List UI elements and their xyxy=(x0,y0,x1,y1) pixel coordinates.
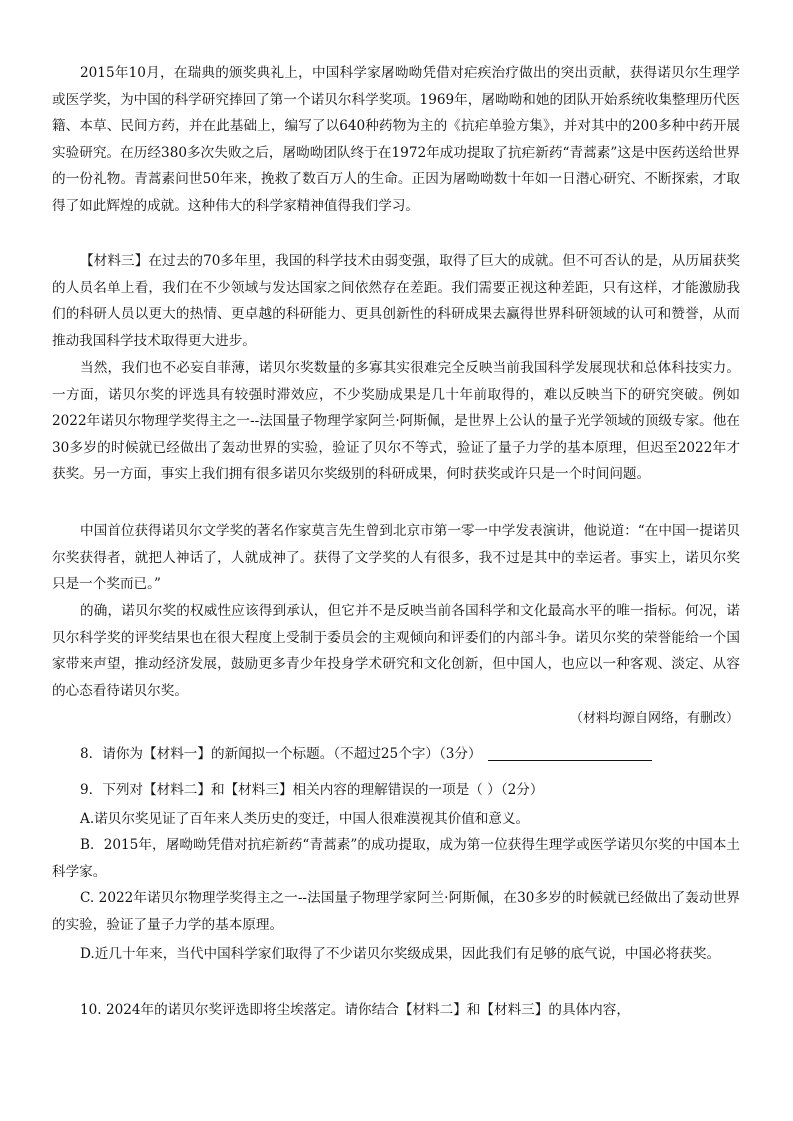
question-10: 10. 2024年的诺贝尔奖评选即将尘埃落定。请你结合【材料二】和【材料三】的具体内容， xyxy=(80,1002,630,1018)
passage-paragraph-5: 的确，诺贝尔奖的权威性应该得到承认，但它并不是反映当前各国科学和文化最高水平的唯一指标。何况，诺贝尔科学奖的评奖结果也在很大程度上受制于委员会的主观倾向和评委们的内部斗争。诺贝尔奖的荣誉能给一个国家带来声望，推动经济发展，鼓励更多青少年投身学术研究和文化创新，但中国人，也应以一种客观、淡定、从容的心态看待诺贝尔奖。 xyxy=(52,603,740,699)
question-9-option-c: C. 2022年诺贝尔物理学奖得主之一--法国量子物理学家阿兰·阿斯佩，在30多岁的时候就已经做出了轰动世界的实验，验证了量子力学的基本原理。 xyxy=(52,890,740,933)
question-9-option-b: B．2015年，屠呦呦凭借对抗疟新药“青蒿素”的成功提取，成为第一位获得生理学或医学诺贝尔奖的中国本土科学家。 xyxy=(52,837,740,880)
answer-blank-line[interactable] xyxy=(488,744,652,761)
passage-paragraph-2: 【材料三】在过去的70多年里，我国的科学技术由弱变强，取得了巨大的成就。但不可否认的是，从历届获奖的人员名单上看，我们在不少领域与发达国家之间依然存在差距。我们需要正视这种差距，只有这样，才能激励我们的科研人员以更大的热情、更卓越的科研能力、更具创新性的科研成果去赢得世界科研领域的认可和赞誉，从而推动我国科学技术取得更大进步。 xyxy=(52,253,740,349)
passage-paragraph-3: 当然，我们也不必妄自菲薄，诺贝尔奖数量的多寡其实很难完全反映当前我国科学发展现状和总体科技实力。一方面，诺贝尔奖的评选具有较强时滞效应，不少奖励成果是几十年前取得的，难以反映当下的研究突破。例如2022年诺贝尔物理学奖得主之一--法国量子物理学家阿兰·阿斯佩，是世界上公认的量子光学领域的顶级专家。他在30多岁的时候就已经做出了轰动世界的实验，验证了贝尔不等式，验证了量子力学的基本原理，但迟至2022年才获奖。另一方面，事实上我们拥有很多诺贝尔奖级别的科研成果，何时获奖或许只是一个时间问题。 xyxy=(52,360,740,482)
question-8 xyxy=(52,741,742,768)
source-note: （材料均源自网络，有删改） xyxy=(569,711,739,726)
passage-paragraph-1: 2015年10月，在瑞典的颁奖典礼上，中国科学家屠呦呦凭借对疟疾治疗做出的突出贡献，获得诺贝尔生理学或医学奖，为中国的科学研究捧回了第一个诺贝尔科学奖项。1969年，屠呦呦和她的团队开始系统收集整理历代医籍、本草、民间方药，并在此基础上，编写了以640种药物为主的《抗疟单验方集》，并对其中的200多种中药开展实验研究。在历经380多次失败之后，屠呦呦团队终于在1972年成功提取了抗疟新药“青蒿素”这是中医药送给世界的一份礼物。青蒿素问世50年来，挽救了数百万人的生命。正因为屠呦呦数十年如一日潜心研究、不断探索，才取得了如此辉煌的成就。这种伟大的科学家精神值得我们学习。 xyxy=(52,65,740,214)
passage-paragraph-4: 中国首位获得诺贝尔文学奖的著名作家莫言先生曾到北京市第一零一中学发表演讲，他说道：“在中国一提诺贝尔奖获得者，就把人神话了，人就成神了。获得了文学奖的人有很多，我不过是其中的幸运者。事实上，诺贝尔奖只是一个奖而已。” xyxy=(52,523,740,592)
question-9: 9．下列对【材料二】和【材料三】相关内容的理解错误的一项是（ ）（2分） xyxy=(80,782,544,798)
question-9-option-d: D.近几十年来，当代中国科学家们取得了不少诺贝尔奖级成果，因此我们有足够的底气说，中国必将获奖。 xyxy=(80,946,721,962)
question-9-option-a: A.诺贝尔奖见证了百年来人类历史的变迁，中国人很难漠视其价值和意义。 xyxy=(80,811,530,827)
question-8-text: 8．请你为【材料一】的新闻拟一个标题。（不超过25个字）（3分） xyxy=(80,746,482,762)
